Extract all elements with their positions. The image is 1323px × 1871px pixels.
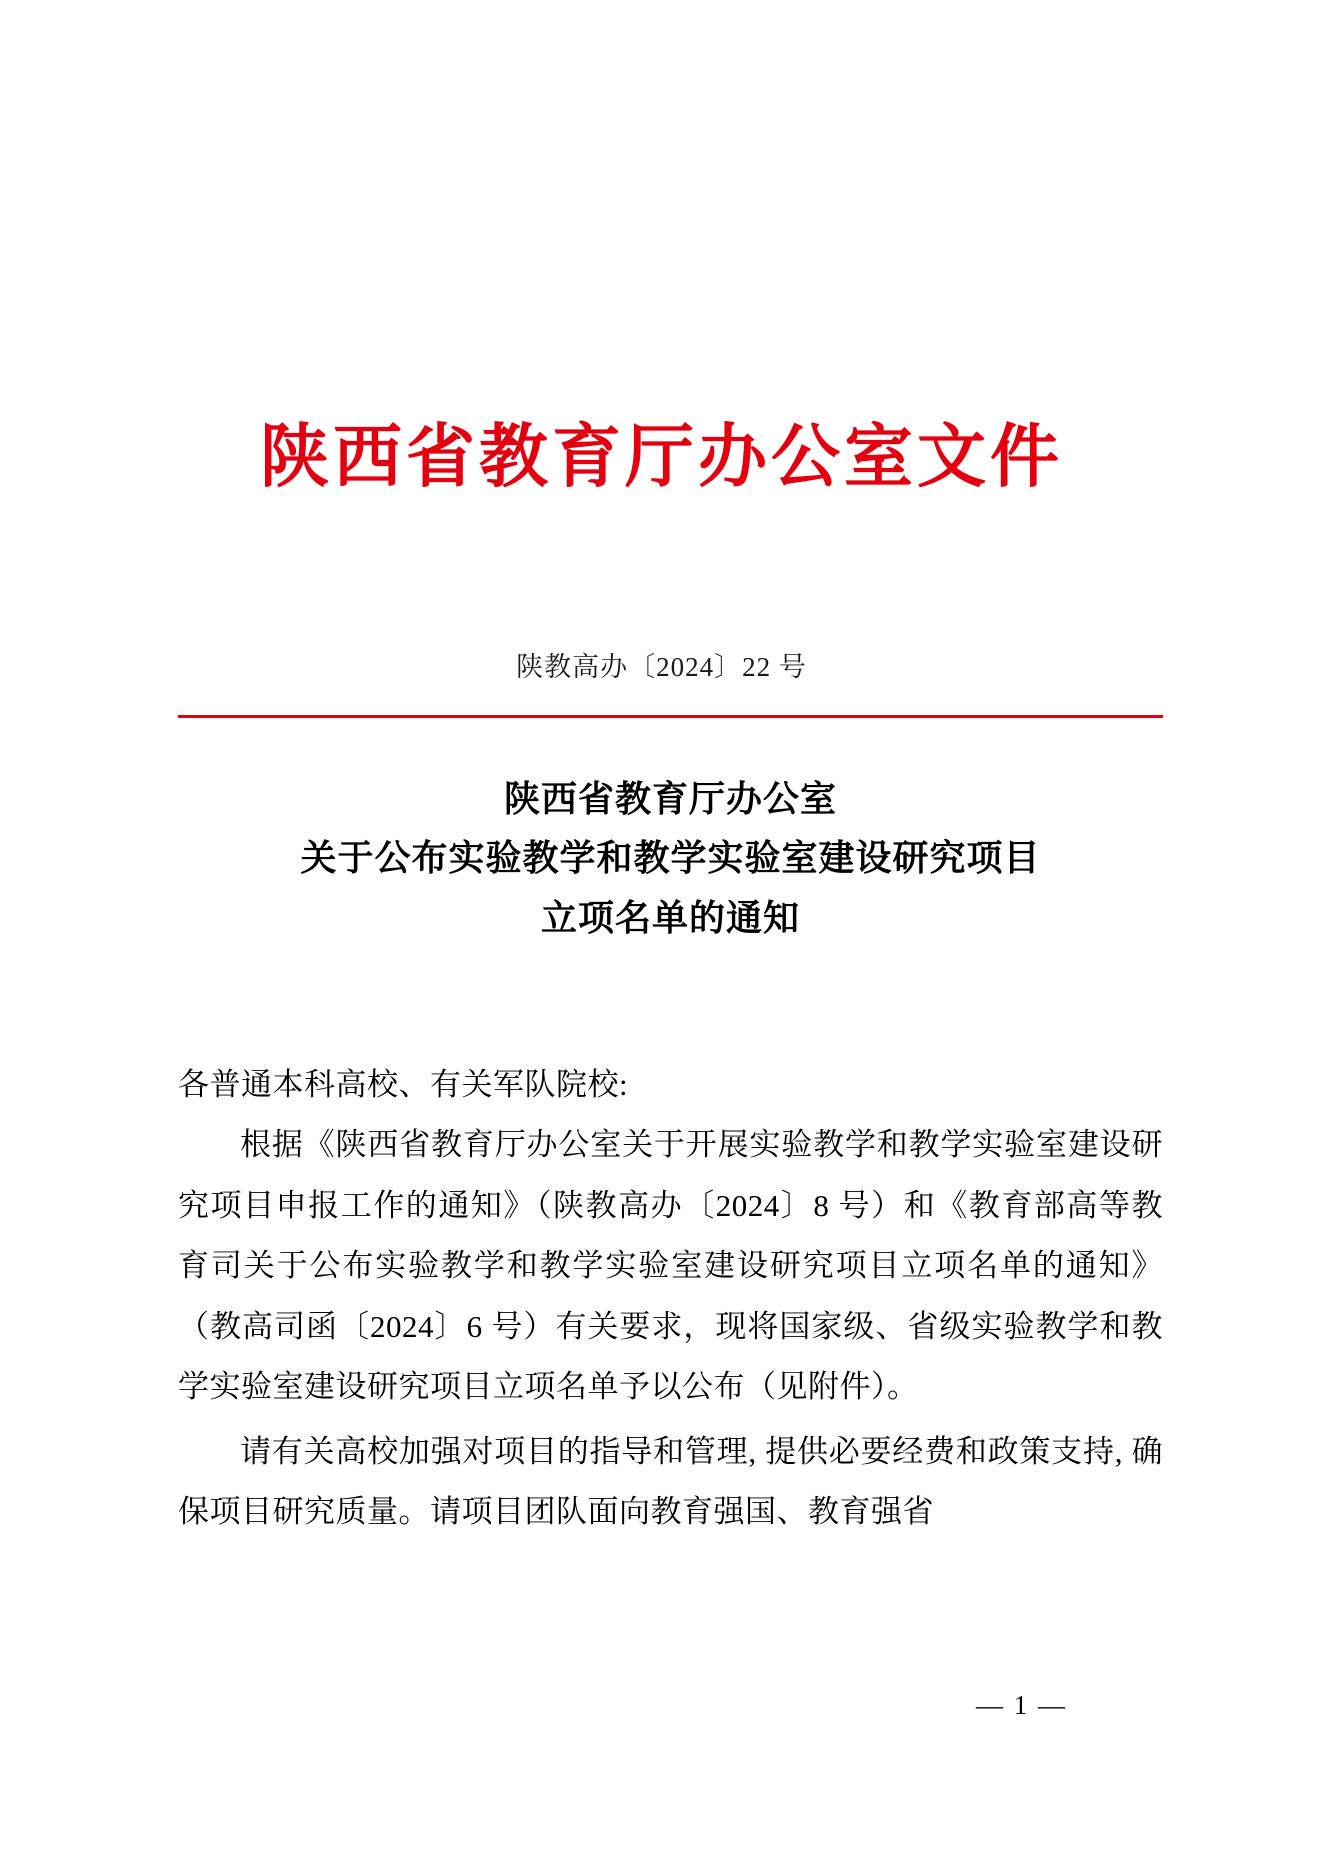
page-number-label: — 1 — — [976, 1690, 1067, 1720]
notice-title-line-3: 立项名单的通知 — [540, 897, 800, 938]
notice-title-line-1: 陕西省教育厅办公室 — [503, 779, 837, 819]
notice-title — [178, 770, 1163, 948]
salutation: 各普通本科高校、有关军队院校: — [178, 1067, 629, 1102]
issuing-authority-title: 陕西省教育厅办公室文件 — [260, 419, 1063, 495]
notice-title-line-2: 关于公布实验教学和教学实验室建设研究项目 — [300, 838, 1041, 879]
document-header — [0, 420, 1323, 496]
document-body — [178, 1055, 1163, 1543]
body-paragraph-1: 根据《陕西省教育厅办公室关于开展实验教学和教学实验室建设研究项目申报工作的通知》（陕教高办〔2024〕8 号）和《教育部高等教育司关于公布实验教学和教学实验室建设研究项目立项名单的通知》（教高司函〔2024〕6 号）有关要求，现将国家级、省级实验教学和教学实验室建设研究项目立项名单予以公布（见附件）。 — [178, 1127, 1163, 1405]
page-footer — [0, 1690, 1323, 1721]
body-paragraph-2: 请有关高校加强对项目的指导和管理, 提供必要经费和政策支持, 确保项目研究质量。请项目团队面向教育强国、教育强省 — [178, 1433, 1163, 1530]
red-divider-rule — [178, 715, 1163, 718]
document-number: 陕教高办〔2024〕22 号 — [516, 652, 807, 682]
